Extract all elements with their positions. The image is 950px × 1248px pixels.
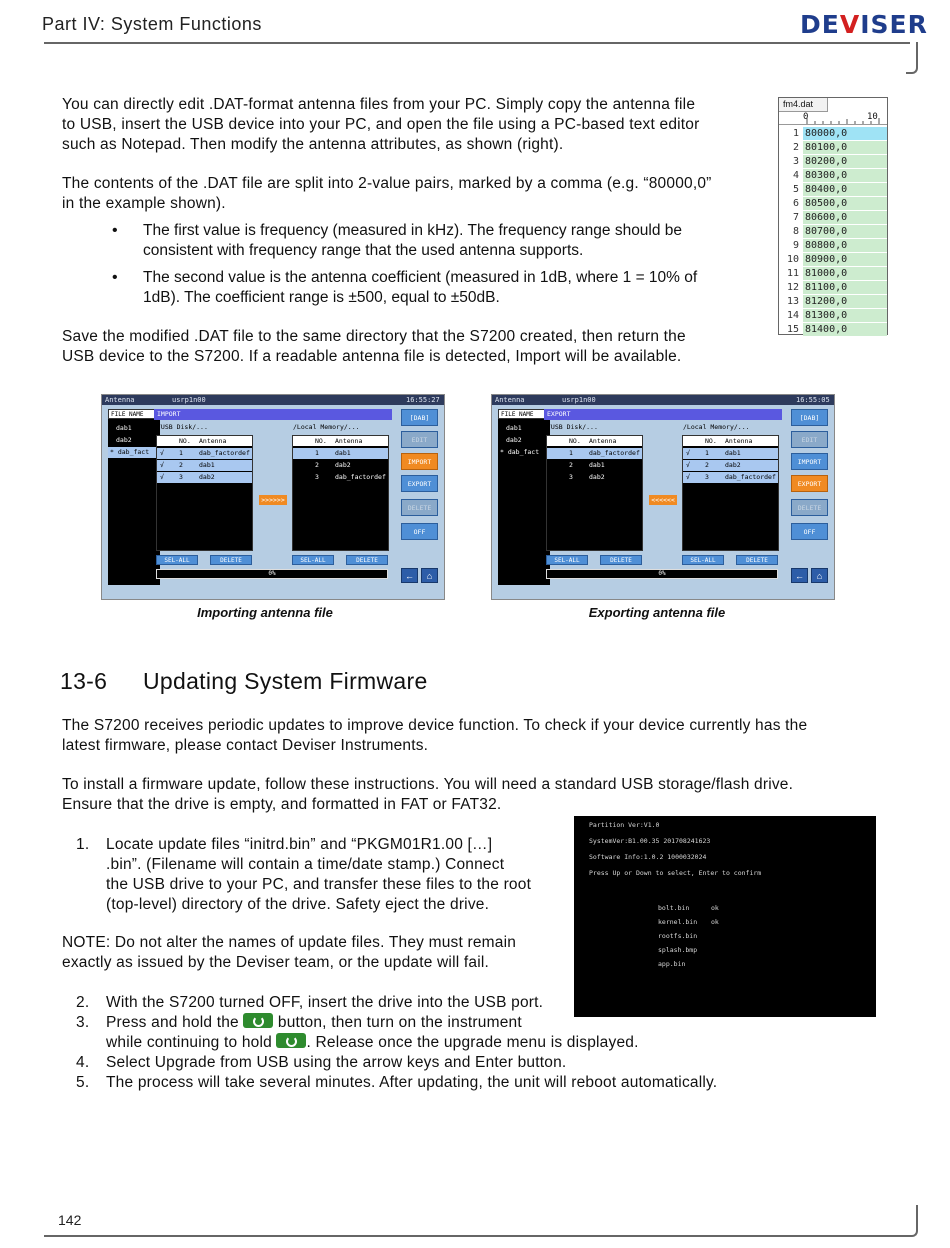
source-path-label: /USB Disk/... (547, 423, 598, 431)
line-number: 4 (792, 170, 799, 181)
dat-row (779, 295, 887, 308)
sel-all-button[interactable]: SEL-ALL (292, 555, 334, 565)
dest-path-label: /Local Memory/... (293, 423, 360, 431)
export-button[interactable]: EXPORT (401, 475, 438, 492)
source-list (156, 435, 253, 551)
file-name-item[interactable]: * dab_fact (108, 447, 160, 458)
status-title: Antenna (105, 396, 135, 404)
upgrade-menu-screenshot (574, 816, 876, 1017)
step-4: Select Upgrade from USB using the arrow keys and Enter button. (106, 1054, 567, 1071)
line-number: 12 (786, 282, 799, 293)
file-tab: fm4.dat (779, 98, 828, 112)
text-line: The contents of the .DAT file are split into 2-value pairs, marked by a comma (e.g. “80000,0” (62, 175, 712, 192)
row-no: 2 (315, 461, 319, 469)
sel-all-button[interactable]: SEL-ALL (156, 555, 198, 565)
source-list-header (547, 436, 642, 446)
status-time: 16:55:05 (796, 396, 830, 404)
bullet-glyph: • (112, 222, 118, 239)
dat-row (779, 183, 887, 196)
line-value: 81100,0 (803, 281, 887, 294)
header-tab-corner (906, 42, 918, 74)
status-file: usrp1n00 (562, 396, 596, 404)
row-name: dab_factordef (335, 473, 386, 481)
file-name-header: FILE NAME (108, 409, 160, 419)
check-mark: √ (160, 449, 164, 457)
source-row[interactable] (157, 472, 252, 483)
col-antenna: Antenna (589, 437, 617, 445)
bullet-item-2 (112, 268, 772, 308)
boot-line: SystemVer:B1.00.35 201708241623 (589, 837, 711, 845)
text-line: (top-level) directory of the drive. Safety eject the drive. (106, 896, 490, 913)
delete-button[interactable]: DELETE (600, 555, 642, 565)
progress-bar: 0% (546, 569, 778, 579)
section-title: Updating System Firmware (143, 668, 428, 694)
back-icon[interactable]: ← (401, 568, 418, 583)
edit-button[interactable]: EDIT (401, 431, 438, 448)
section-number: 13-6 (60, 668, 108, 694)
step-number: 1. (76, 836, 90, 853)
ruler-zero: 0 (803, 112, 809, 122)
file-name-item[interactable]: dab2 (506, 436, 522, 444)
line-number: 13 (786, 296, 799, 307)
file-name-header: FILE NAME (498, 409, 550, 419)
dest-row[interactable] (293, 460, 388, 471)
footer-rule (44, 1235, 910, 1237)
firmware-paragraph-2 (62, 775, 892, 815)
export-button[interactable]: EXPORT (791, 475, 828, 492)
line-number: 5 (792, 184, 799, 195)
header-rule (44, 42, 910, 44)
row-no: 1 (315, 449, 319, 457)
dest-list-header (293, 436, 388, 446)
row-no: 1 (705, 449, 709, 457)
line-number: 15 (786, 324, 799, 335)
status-title: Antenna (495, 396, 525, 404)
ruler-ticks (803, 116, 883, 124)
text-span: Press and hold the (106, 1014, 239, 1031)
step-number: 2. (76, 994, 90, 1011)
export-screenshot (491, 394, 835, 600)
row-name: dab2 (335, 461, 351, 469)
row-no: 2 (569, 461, 573, 469)
status-bar (102, 395, 444, 405)
text-line: Locate update files “initrd.bin” and “PKGM01R1.00 […] (106, 836, 493, 853)
source-row[interactable] (547, 460, 642, 471)
dest-list-header (683, 436, 778, 446)
source-list (546, 435, 643, 551)
bullet-glyph: • (112, 269, 118, 286)
dat-row (779, 253, 887, 266)
page-number: 142 (58, 1212, 82, 1228)
line-number: 7 (792, 212, 799, 223)
dest-row[interactable] (683, 472, 778, 483)
dab-button[interactable]: [DAB] (401, 409, 438, 426)
text-line: consistent with frequency range that the used antenna supports. (143, 242, 584, 259)
line-value: 81400,0 (803, 323, 887, 336)
home-icon[interactable]: ⌂ (421, 568, 438, 583)
col-no: NO. (569, 437, 581, 445)
dat-row (779, 309, 887, 322)
step-1 (106, 835, 566, 915)
line-value: 80100,0 (803, 141, 887, 154)
line-value: 80700,0 (803, 225, 887, 238)
line-number: 6 (792, 198, 799, 209)
delete-side-button[interactable]: DELETE (401, 499, 438, 516)
step-3-line-1 (106, 1013, 806, 1033)
row-name: dab_factordef (589, 449, 640, 457)
line-number: 14 (786, 310, 799, 321)
row-name: dab2 (725, 461, 741, 469)
line-value: 80500,0 (803, 197, 887, 210)
file-name-item[interactable]: * dab_fact (500, 448, 540, 456)
transfer-arrow: <<<<<< (649, 495, 677, 505)
import-caption: Importing antenna file (197, 605, 333, 620)
col-antenna: Antenna (725, 437, 753, 445)
line-value: 80900,0 (803, 253, 887, 266)
col-no: NO. (315, 437, 327, 445)
dest-row[interactable] (293, 472, 388, 483)
source-row[interactable] (547, 448, 642, 459)
row-no: 2 (179, 461, 183, 469)
dat-row (779, 141, 887, 154)
text-line: .bin”. (Filename will contain a time/date stamp.) Connect (106, 856, 505, 873)
deviser-logo (800, 10, 928, 39)
row-name: dab1 (589, 461, 605, 469)
logo-v: V (839, 10, 861, 39)
check-mark: √ (160, 461, 164, 469)
boot-file-status: ok (711, 904, 719, 912)
delete-button[interactable]: DELETE (210, 555, 252, 565)
logo-suffix: ISER (860, 10, 928, 39)
line-value: 80300,0 (803, 169, 887, 182)
dat-row (779, 127, 887, 140)
section-heading (60, 668, 428, 695)
text-span: . Release once the upgrade menu is displayed. (306, 1034, 639, 1051)
boot-file: splash.bmp (658, 946, 698, 954)
row-no: 2 (705, 461, 709, 469)
boot-line: Software Info:1.0.2 1000032024 (589, 853, 707, 861)
export-caption: Exporting antenna file (588, 605, 726, 620)
text-line: to USB, insert the USB device into your PC, and open the file using a PC-based text editor (62, 116, 700, 133)
row-name: dab2 (589, 473, 605, 481)
dest-list (292, 435, 389, 551)
col-antenna: Antenna (335, 437, 363, 445)
line-number: 3 (792, 156, 799, 167)
mode-bar: IMPORT (154, 409, 392, 420)
text-line: Save the modified .DAT file to the same directory that the S7200 created, then return the (62, 328, 686, 345)
edit-button[interactable]: EDIT (791, 431, 828, 448)
text-line: The S7200 receives periodic updates to improve device function. To check if your device currently has the (62, 717, 808, 734)
row-name: dab2 (199, 473, 215, 481)
text-span: while continuing to hold (106, 1034, 272, 1051)
source-row[interactable] (157, 460, 252, 471)
delete-button[interactable]: DELETE (346, 555, 388, 565)
file-name-panel (498, 409, 550, 585)
text-line: in the example shown). (62, 195, 226, 212)
text-line: USB device to the S7200. If a readable antenna file is detected, Import will be available. (62, 348, 682, 365)
file-name-item[interactable]: dab1 (506, 424, 522, 432)
file-name-item[interactable]: dab1 (116, 424, 132, 432)
step-3-line-2 (106, 1033, 806, 1053)
status-time: 16:55:27 (406, 396, 440, 404)
dat-row (779, 169, 887, 182)
ruler-ten: 10 (867, 112, 878, 122)
line-number: 8 (792, 226, 799, 237)
mode-bar: EXPORT (544, 409, 782, 420)
text-line: exactly as issued by the Deviser team, or the update will fail. (62, 954, 489, 971)
intro-paragraph-2 (62, 174, 762, 214)
dat-row (779, 211, 887, 224)
footer-tab-corner (906, 1205, 918, 1237)
text-line: such as Notepad. Then modify the antenna attributes, as shown (right). (62, 136, 564, 153)
text-line: 1dB). The coefficient range is ±500, equal to ±50dB. (143, 289, 500, 306)
line-value: 81000,0 (803, 267, 887, 280)
row-no: 3 (179, 473, 183, 481)
boot-line: Press Up or Down to select, Enter to confirm (589, 869, 762, 877)
check-mark: √ (686, 473, 690, 481)
header-section-title: Part IV: System Functions (42, 14, 262, 34)
row-name: dab_factordef (725, 473, 776, 481)
dat-row (779, 281, 887, 294)
dest-path-label: /Local Memory/... (683, 423, 750, 431)
step-number: 5. (76, 1074, 90, 1091)
line-value: 81300,0 (803, 309, 887, 322)
text-line: latest firmware, please contact Deviser Instruments. (62, 737, 429, 754)
import-button[interactable]: IMPORT (401, 453, 438, 470)
row-no: 3 (705, 473, 709, 481)
dest-list (682, 435, 779, 551)
step-2: With the S7200 turned OFF, insert the drive into the USB port. (106, 994, 544, 1011)
text-line: Ensure that the drive is empty, and formatted in FAT or FAT32. (62, 796, 502, 813)
sel-all-button[interactable]: SEL-ALL (546, 555, 588, 565)
import-button[interactable]: IMPORT (791, 453, 828, 470)
transfer-arrow: >>>>>> (259, 495, 287, 505)
row-name: dab_factordef (199, 449, 250, 457)
line-number: 10 (786, 254, 799, 265)
delete-button[interactable]: DELETE (736, 555, 778, 565)
text-span: button, then turn on the instrument (277, 1014, 522, 1031)
source-row[interactable] (547, 472, 642, 483)
import-screenshot (101, 394, 445, 600)
dat-row (779, 323, 887, 336)
check-mark: √ (686, 449, 690, 457)
check-mark: √ (160, 473, 164, 481)
firmware-paragraph-1 (62, 716, 892, 756)
boot-file-status: ok (711, 918, 719, 926)
sel-all-button[interactable]: SEL-ALL (682, 555, 724, 565)
line-value: 80400,0 (803, 183, 887, 196)
row-no: 1 (179, 449, 183, 457)
line-value: 80000,0 (803, 127, 887, 140)
line-number: 11 (786, 268, 799, 279)
dest-row[interactable] (293, 448, 388, 459)
source-path-label: /USB Disk/... (157, 423, 208, 431)
text-line: the USB drive to your PC, and transfer these files to the root (106, 876, 532, 893)
status-file: usrp1n00 (172, 396, 206, 404)
dest-row[interactable] (683, 448, 778, 459)
col-no: NO. (179, 437, 191, 445)
note-paragraph (62, 933, 562, 973)
step-number: 3. (76, 1014, 90, 1031)
row-name: dab1 (335, 449, 351, 457)
home-icon[interactable]: ⌂ (811, 568, 828, 583)
source-list-header (157, 436, 252, 446)
status-bar (492, 395, 834, 405)
boot-line: Partition Ver:V1.0 (589, 821, 660, 829)
col-no: NO. (705, 437, 717, 445)
dat-row (779, 239, 887, 252)
dat-row (779, 155, 887, 168)
enter-key-icon (276, 1033, 306, 1048)
enter-key-icon (243, 1013, 273, 1028)
step-5: The process will take several minutes. After updating, the unit will reboot automatically. (106, 1074, 718, 1091)
line-number: 1 (792, 128, 799, 139)
file-name-item[interactable]: dab2 (116, 436, 132, 444)
text-line: To install a firmware update, follow these instructions. You will need a standard USB storage/flash drive. (62, 776, 794, 793)
bullet-item-1 (112, 221, 772, 261)
logo-prefix: DE (800, 10, 840, 39)
delete-side-button[interactable]: DELETE (791, 499, 828, 516)
dest-row[interactable] (683, 460, 778, 471)
dab-button[interactable]: [DAB] (791, 409, 828, 426)
progress-bar: 0% (156, 569, 388, 579)
row-no: 3 (569, 473, 573, 481)
boot-file: kernel.bin (658, 918, 698, 926)
line-value: 80200,0 (803, 155, 887, 168)
off-button[interactable]: OFF (791, 523, 828, 540)
row-name: dab1 (725, 449, 741, 457)
text-line: You can directly edit .DAT-format antenna files from your PC. Simply copy the antenna file (62, 96, 696, 113)
col-antenna: Antenna (199, 437, 227, 445)
row-name: dab1 (199, 461, 215, 469)
dat-file-editor (778, 97, 888, 335)
intro-paragraph-1 (62, 95, 762, 155)
boot-file: app.bin (658, 960, 686, 968)
text-line: The first value is frequency (measured in kHz). The frequency range should be (143, 222, 683, 239)
line-number: 9 (792, 240, 799, 251)
boot-file: bolt.bin (658, 904, 690, 912)
intro-paragraph-3 (62, 327, 782, 367)
editor-ruler (779, 112, 887, 125)
step-number: 4. (76, 1054, 90, 1071)
row-no: 1 (569, 449, 573, 457)
text-line: The second value is the antenna coefficient (measured in 1dB, where 1 = 10% of (143, 269, 698, 286)
dat-row (779, 197, 887, 210)
text-line: NOTE: Do not alter the names of update files. They must remain (62, 934, 517, 951)
back-icon[interactable]: ← (791, 568, 808, 583)
file-name-panel (108, 409, 160, 585)
line-value: 81200,0 (803, 295, 887, 308)
dat-row (779, 225, 887, 238)
off-button[interactable]: OFF (401, 523, 438, 540)
row-no: 3 (315, 473, 319, 481)
check-mark: √ (686, 461, 690, 469)
boot-file: rootfs.bin (658, 932, 698, 940)
line-number: 2 (792, 142, 799, 153)
step-3 (106, 1013, 806, 1053)
source-row[interactable] (157, 448, 252, 459)
line-value: 80600,0 (803, 211, 887, 224)
line-value: 80800,0 (803, 239, 887, 252)
dat-row (779, 267, 887, 280)
